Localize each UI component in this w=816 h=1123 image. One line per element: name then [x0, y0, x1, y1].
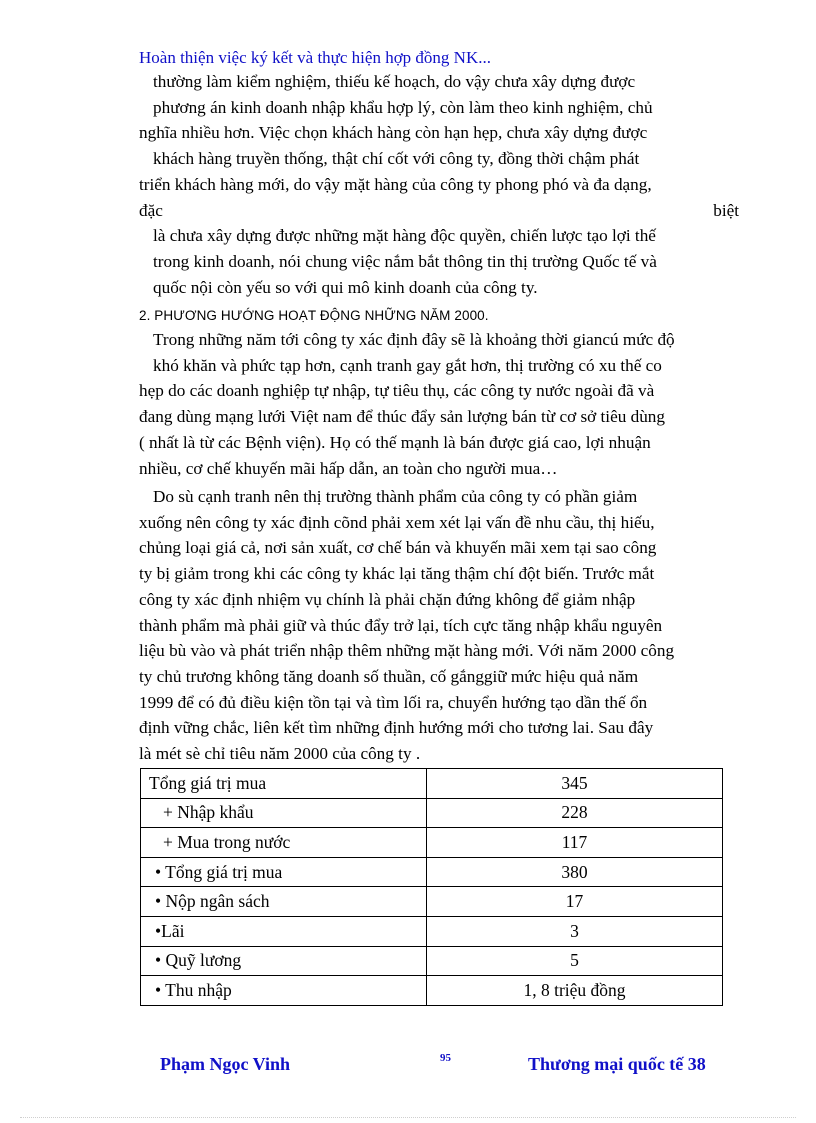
text-line: là chưa xây dựng được những mặt hàng độc quyền, chiến lược tạo lợi thế — [153, 226, 656, 246]
page-number: 95 — [440, 1052, 451, 1064]
section-heading: 2. PHƯƠNG HƯỚNG HOẠT ĐỘNG NHỮNG NĂM 2000. — [139, 308, 489, 323]
text-line: ty bị giảm trong khi các công ty khác lại tăng thậm chí đột biến. Trước mắt — [139, 564, 655, 584]
row-label: • Quỹ lương — [141, 946, 427, 976]
text-line: khách hàng truyền thống, thật chí cốt với công ty, đồng thời chậm phát — [153, 149, 640, 169]
row-label: •Lãi — [141, 916, 427, 946]
text-line: thường làm kiểm nghiệm, thiếu kế hoạch, do vậy chưa xây dựng được — [153, 72, 636, 91]
text-line: thành phẩm mà phải giữ và thúc đẩy trở lại, tích cực tăng nhập khẩu nguyên — [139, 615, 663, 635]
table-row — [141, 916, 723, 946]
row-label: + Nhập khẩu — [141, 798, 427, 828]
table-row — [141, 976, 723, 1006]
text-line: quốc nội còn yếu so với qui mô kinh doanh của công ty. — [153, 277, 538, 297]
targets-table — [140, 768, 723, 1006]
table-row — [141, 828, 723, 858]
text-line: 1999 để có đủ điều kiện tồn tại và tìm lối ra, chuyển hướng tạo dần thế ổn — [139, 692, 648, 712]
row-label: • Tổng giá trị mua — [141, 857, 427, 887]
text-line: ( nhất là từ các Bệnh viện). Họ có thế mạnh là bán được giá cao, lợi nhuận — [139, 432, 651, 452]
row-label: Tổng giá trị mua — [141, 769, 427, 799]
split-left-word: đặc — [139, 200, 163, 220]
row-value: 5 — [427, 946, 723, 976]
row-label: • Thu nhập — [141, 976, 427, 1006]
paragraph-competition — [139, 484, 739, 767]
row-value: 228 — [427, 798, 723, 828]
table-row — [141, 887, 723, 917]
page-bottom-divider — [20, 1117, 796, 1118]
text-line: định vững chắc, liên kết tìm những định hướng mới cho tương lai. Sau đây — [139, 718, 654, 738]
paragraph-outlook — [139, 327, 739, 481]
table-row — [141, 857, 723, 887]
running-header: Hoàn thiện việc ký kết và thực hiện hợp đồng NK... — [139, 48, 491, 67]
table-row — [141, 946, 723, 976]
footer-class: Thương mại quốc tế 38 — [528, 1054, 706, 1074]
row-value: 345 — [427, 769, 723, 799]
text-line: phương án kinh doanh nhập khẩu hợp lý, còn làm theo kinh nghiệm, chủ — [153, 97, 653, 117]
text-line: đang dùng mạng lưới Việt nam để thúc đẩy sản lượng bán từ cơ sở tiêu dùng — [139, 407, 665, 427]
text-line: chủng loại giá cả, nơi sản xuất, cơ chế bán và khuyến mãi xem tại sao công — [139, 538, 657, 558]
row-label: • Nộp ngân sách — [141, 887, 427, 917]
row-value: 1, 8 triệu đồng — [427, 976, 723, 1006]
text-line: trong kinh doanh, nói chung việc nắm bắt thông tin thị trường Quốc tế và — [153, 251, 657, 271]
row-value: 17 — [427, 887, 723, 917]
text-line: xuống nên công ty xác định cõnd phải xem xét lại vấn đề nhu cầu, thị hiếu, — [139, 512, 655, 532]
table-row — [141, 798, 723, 828]
split-right-word: biệt — [713, 200, 739, 220]
text-line: Do sù cạnh tranh nên thị trường thành phẩm của công ty có phần giảm — [153, 487, 638, 506]
text-line: là mét sè chỉ tiêu năm 2000 của công ty . — [139, 744, 421, 764]
paragraph-weaknesses — [139, 69, 739, 300]
text-line: liệu bù vào và phát triển nhập thêm những mặt hàng mới. Với năm 2000 công — [139, 641, 675, 661]
text-line: hẹp do các doanh nghiệp tự nhập, tự tiêu thụ, các công ty nước ngoài đã và — [139, 381, 655, 401]
text-line: ty chủ trương không tăng doanh số thuần, cố gắnggiữ mức hiệu quả năm — [139, 666, 639, 686]
split-line — [139, 198, 739, 224]
text-line: triển khách hàng mới, do vậy mặt hàng của công ty phong phó và đa dạng, — [139, 174, 652, 194]
text-line: Trong những năm tới công ty xác định đây sẽ là khoảng thời giancú mức độ — [153, 330, 675, 349]
row-value: 3 — [427, 916, 723, 946]
text-line: khó khăn và phức tạp hơn, cạnh tranh gay gắt hơn, thị trường có xu thế co — [153, 355, 662, 375]
row-value: 380 — [427, 857, 723, 887]
text-line: công ty xác định nhiệm vụ chính là phải chặn đứng không để giảm nhập — [139, 589, 636, 609]
footer-author: Phạm Ngọc Vinh — [160, 1054, 291, 1074]
table-row — [141, 769, 723, 799]
text-line: nghĩa nhiều hơn. Việc chọn khách hàng còn hạn hẹp, chưa xây dựng được — [139, 123, 648, 143]
row-label: + Mua trong nước — [141, 828, 427, 858]
text-line: nhiều, cơ chế khuyến mãi hấp dẫn, an toàn cho người mua… — [139, 458, 558, 478]
row-value: 117 — [427, 828, 723, 858]
